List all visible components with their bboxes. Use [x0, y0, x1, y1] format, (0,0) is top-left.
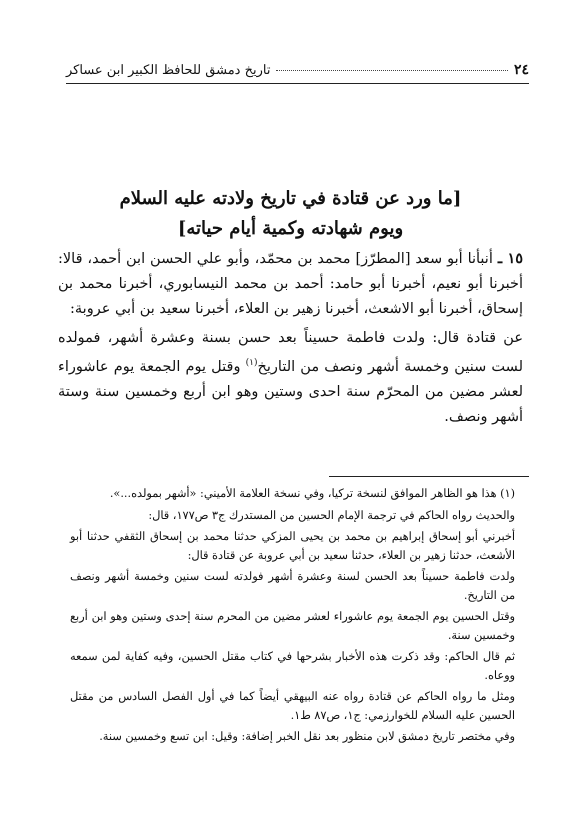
chapter-title-line-1: [ما ورد عن قتادة في تاريخ ولادته عليه السلام	[119, 188, 462, 209]
header-rule	[66, 83, 529, 84]
footnotes	[70, 485, 515, 750]
footnote-1: (١) هذا هو الظاهر الموافق لنسخة تركيا، وفي نسخة العلامة الأميني: «أشهر بمولده...».	[109, 487, 515, 500]
footnote-line: وقتل الحسين يوم الجمعة يوم عاشوراء لعشر مضين من المحرم سنة إحدى وستين وهو ابن أربع وخمسين سنة.	[70, 610, 515, 642]
hadith-paragraph-2	[58, 326, 523, 430]
footnote-line: وفي مختصر تاريخ دمشق لابن منظور بعد نقل الخبر إضافة: وقيل: ابن تسع وخمسين سنة.	[99, 730, 515, 743]
matn-text-part-2: وقتل يوم الجمعة يوم عاشوراء لعشر مضين من المحرّم سنة احدى وستين وهو ابن أربع وخمسين سنة وستة أشهر ونصف.	[58, 358, 523, 425]
chapter-title	[95, 184, 486, 244]
main-text	[58, 246, 523, 434]
chapter-title-line-2: ويوم شهادته وكمية أيام حياته]	[177, 218, 404, 239]
hadith-number: ١٥ ـ	[497, 250, 524, 267]
matn-text-part-1: عن قتادة قال: ولدت فاطمة حسيناً بعد حسن بسنة وعشرة أشهر، فمولده لست سنين وخمسة أشهر ونصف من التاريخ	[58, 330, 523, 375]
footnote-line: والحديث رواه الحاكم في ترجمة الإمام الحسين من المستدرك ج٣ ص١٧٧، قال:	[148, 508, 515, 522]
footnote-line: أخبرني أبو إسحاق إبراهيم بن محمد بن يحيى المزكي حدثنا محمد بن إسحاق الثقفي حدثنا أبو الأشعث، حدثنا زهير بن العلاء، حدثنا سعيد بن أبي عروبة عن قتادة قال:	[70, 530, 515, 562]
isnad-text: أنبأنا أبو سعد [المطرّز] محمد بن محمّد، وأبو علي الحسن ابن أحمد، قالا: أخبرنا أبو نعيم، أخبرنا أبو حامد: أحمد بن محمد النيسابوري، أخبرنا محمد بن إسحاق، أخبرنا أبو الاشعث، أخبرنا زهير بن العلاء، أخبرنا سعيد بن أبي عروبة:	[58, 251, 523, 317]
footnote-line: ومثل ما رواه الحاكم عن قتادة رواه عنه البيهقي أيضاً كما في أول الفصل السادس من مقتل الحسين عليه السلام للخوارزمي: ج١، ص٨٧ ط١.	[70, 690, 515, 722]
running-header	[66, 62, 529, 78]
footnote-marker: (١)	[245, 358, 258, 368]
hadith-paragraph-1	[58, 246, 523, 322]
footnote-rule	[329, 476, 529, 477]
header-dot-leader	[276, 70, 507, 71]
page-number: ٢٤	[513, 62, 529, 78]
running-title: تاريخ دمشق للحافظ الكبير ابن عساكر	[66, 63, 271, 78]
footnote-line: ثم قال الحاكم: وقد ذكرت هذه الأخبار بشرحها في كتاب مقتل الحسين، وفيه كفاية لمن سمعه ووعاه.	[70, 650, 515, 682]
footnote-line: ولدت فاطمة حسيناً بعد الحسن لسنة وعشرة أشهر فولدته لست سنين وخمسة أشهر ونصف من التاريخ.	[70, 570, 515, 602]
